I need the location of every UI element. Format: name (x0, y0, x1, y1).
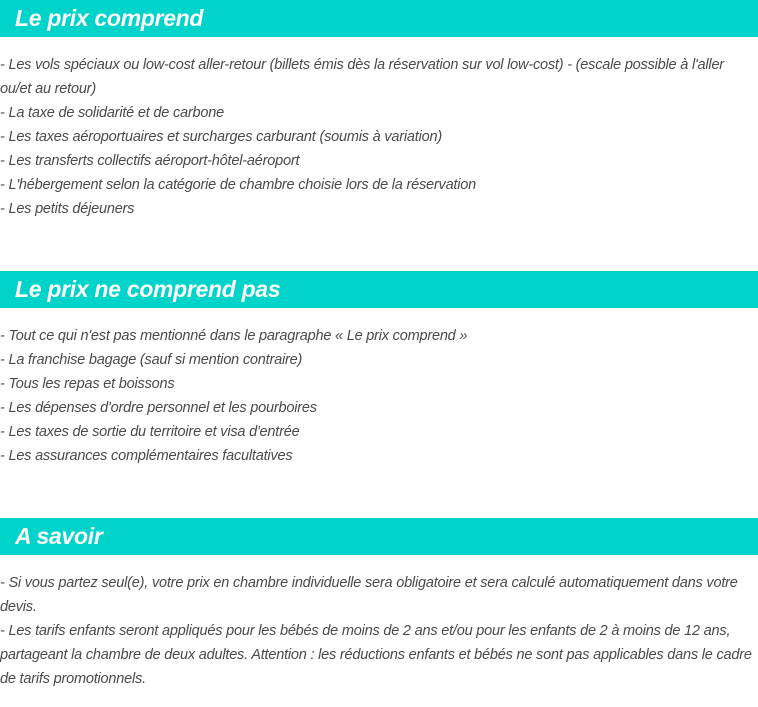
list-item: - Les tarifs enfants seront appliqués pour les bébés de moins de 2 ans et/ou pour les enfants de 2 à moins de 12 ans, partageant la chambre de deux adultes. Attention : les réductions enfants et bébés ne sont pas applicables dans le cadre de tarifs promotionnels. (0, 623, 752, 687)
section-header (0, 271, 758, 308)
list-item: - Si vous partez seul(e), votre prix en chambre individuelle sera obligatoire et sera calculé automatiquement dans votre devis. (0, 575, 738, 615)
section-title: Le prix ne comprend pas (15, 276, 281, 302)
section-good-to-know (0, 518, 758, 691)
list-item: - Les taxes aéroportuaires et surcharges carburant (soumis à variation) (0, 129, 442, 145)
section-body (0, 571, 758, 691)
section-body (0, 324, 758, 468)
list-item: - Les transferts collectifs aéroport-hôtel-aéroport (0, 153, 300, 169)
section-header (0, 518, 758, 555)
list-item: - Les dépenses d'ordre personnel et les pourboires (0, 400, 317, 416)
list-item: - Les petits déjeuners (0, 201, 135, 217)
list-item: - Tout ce qui n'est pas mentionné dans le paragraphe « Le prix comprend » (0, 328, 468, 344)
section-price-includes (0, 0, 758, 221)
section-header (0, 0, 758, 37)
list-item: - Les assurances complémentaires facultatives (0, 448, 293, 464)
list-item: - Tous les repas et boissons (0, 376, 175, 392)
list-item: - Les taxes de sortie du territoire et visa d'entrée (0, 424, 300, 440)
list-item: - L'hébergement selon la catégorie de chambre choisie lors de la réservation (0, 177, 477, 193)
list-item: - Les vols spéciaux ou low-cost aller-retour (billets émis dès la réservation sur vol low-cost) - (escale possible à l'aller ou/et au retour) (0, 57, 724, 97)
section-title: A savoir (15, 523, 103, 549)
list-item: - La franchise bagage (sauf si mention contraire) (0, 352, 303, 368)
section-price-excludes (0, 271, 758, 468)
section-body (0, 53, 758, 221)
section-title: Le prix comprend (15, 5, 204, 31)
list-item: - La taxe de solidarité et de carbone (0, 105, 224, 121)
